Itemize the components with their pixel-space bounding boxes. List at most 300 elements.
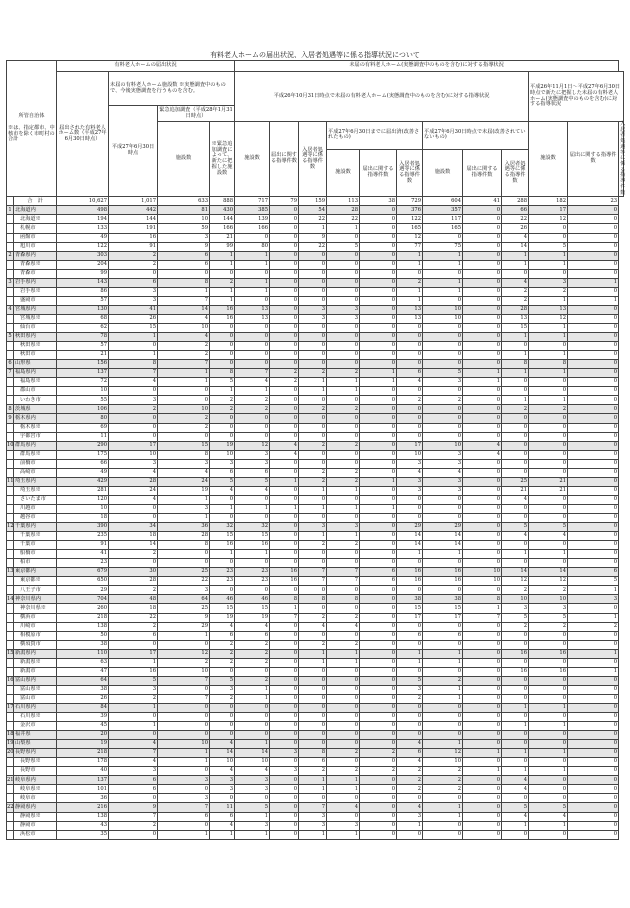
row-number xyxy=(7,233,14,242)
table-row xyxy=(7,242,624,251)
table-cell: 6 xyxy=(109,278,158,287)
table-cell: 2 xyxy=(397,278,423,287)
table-cell: 0 xyxy=(360,685,397,694)
table-row xyxy=(7,378,624,387)
table-cell: 0 xyxy=(568,459,619,468)
table-row xyxy=(7,387,624,396)
table-cell: 5 xyxy=(210,378,235,387)
table-cell: 1 xyxy=(299,504,327,513)
table-cell: 4 xyxy=(109,740,158,749)
header-imp-reg-guidance: 届出に関する指導件数 xyxy=(360,149,397,197)
table-cell: 5 xyxy=(502,523,529,532)
table-cell: 0 xyxy=(299,794,327,803)
table-cell: 0 xyxy=(360,450,397,459)
table-cell: 0 xyxy=(360,523,397,532)
table-cell: 0 xyxy=(327,731,360,740)
table-row xyxy=(7,333,624,342)
table-cell: 17 xyxy=(109,441,158,450)
row-number: 17 xyxy=(7,703,14,712)
table-cell: 0 xyxy=(529,387,568,396)
table-cell: 0 xyxy=(210,342,235,351)
table-cell: 1 xyxy=(423,251,463,260)
table-cell: 10 xyxy=(109,450,158,459)
table-cell: 0 xyxy=(327,550,360,559)
table-cell: 0 xyxy=(502,685,529,694)
table-cell: 0 xyxy=(463,360,502,369)
table-cell: 166 xyxy=(210,224,235,233)
table-cell: 3 xyxy=(235,450,270,459)
table-row xyxy=(7,486,624,495)
table-body xyxy=(7,197,624,839)
table-cell: 2 xyxy=(502,296,529,305)
table-cell: 0 xyxy=(529,432,568,441)
table-cell: 0 xyxy=(423,233,463,242)
table-cell: 0 xyxy=(463,640,502,649)
table-cell: 0 xyxy=(502,694,529,703)
table-row xyxy=(7,251,624,260)
table-cell: 2 xyxy=(397,785,423,794)
table-cell: 0 xyxy=(529,830,568,839)
row-number xyxy=(7,821,14,830)
table-row xyxy=(7,523,624,532)
table-cell: 0 xyxy=(568,758,619,767)
table-cell: 4 xyxy=(502,278,529,287)
table-cell: 9 xyxy=(158,613,210,622)
table-cell: 0 xyxy=(270,722,299,731)
table-cell: 0 xyxy=(109,423,158,432)
table-cell: 1 xyxy=(423,287,463,296)
table-row xyxy=(7,577,624,586)
table-row xyxy=(7,559,624,568)
table-cell: 1 xyxy=(158,749,210,758)
table-cell: 14 xyxy=(397,541,423,550)
table-cell: 3 xyxy=(109,767,158,776)
table-row xyxy=(7,830,624,839)
table-cell: 0 xyxy=(568,333,619,342)
table-cell: 0 xyxy=(397,342,423,351)
table-cell: 4 xyxy=(158,468,210,477)
table-cell: 2 xyxy=(327,441,360,450)
row-number: 3 xyxy=(7,278,14,287)
table-cell: 2 xyxy=(109,622,158,631)
table-cell: 281 xyxy=(57,486,109,495)
table-cell: 1 xyxy=(397,296,423,305)
table-cell: 5 xyxy=(568,577,619,586)
row-authority-name: 宇都宮市 xyxy=(14,432,57,441)
table-cell: 1 xyxy=(327,649,360,658)
table-row xyxy=(7,414,624,423)
table-cell: 0 xyxy=(210,667,235,676)
table-cell: 0 xyxy=(360,206,397,215)
table-cell: 4 xyxy=(502,785,529,794)
table-cell: 0 xyxy=(235,667,270,676)
table-cell: 16 xyxy=(397,577,423,586)
row-authority-name: 郡山市 xyxy=(14,387,57,396)
table-cell: 2 xyxy=(423,785,463,794)
table-cell: 0 xyxy=(270,495,299,504)
table-cell: 2 xyxy=(270,369,299,378)
table-cell: 79 xyxy=(270,197,299,206)
table-cell: 63 xyxy=(57,658,109,667)
table-cell: 10 xyxy=(463,568,502,577)
table-cell: 1 xyxy=(299,776,327,785)
table-cell: 2 xyxy=(109,821,158,830)
table-cell: 28 xyxy=(502,305,529,314)
table-cell: 5 xyxy=(235,477,270,486)
table-cell: 0 xyxy=(210,713,235,722)
row-number xyxy=(7,287,14,296)
table-cell: 18 xyxy=(109,532,158,541)
table-cell: 0 xyxy=(529,631,568,640)
table-cell: 717 xyxy=(235,197,270,206)
table-cell: 0 xyxy=(568,676,619,685)
table-cell: 0 xyxy=(327,604,360,613)
table-cell: 36 xyxy=(57,794,109,803)
table-cell: 43 xyxy=(57,821,109,830)
table-cell: 0 xyxy=(423,722,463,731)
table-cell: 0 xyxy=(529,342,568,351)
table-cell: 0 xyxy=(423,731,463,740)
table-cell: 1 xyxy=(360,477,397,486)
table-cell: 8 xyxy=(109,360,158,369)
table-cell: 1 xyxy=(109,703,158,712)
table-cell: 0 xyxy=(158,713,210,722)
table-cell: 2 xyxy=(327,541,360,550)
table-cell: 0 xyxy=(299,631,327,640)
table-cell: 0 xyxy=(158,432,210,441)
table-cell: 0 xyxy=(235,233,270,242)
table-cell: 0 xyxy=(109,387,158,396)
row-authority-name: 石川県内 xyxy=(14,703,57,712)
table-cell: 2 xyxy=(299,441,327,450)
table-cell: 0 xyxy=(423,414,463,423)
row-authority-name: 千葉県内 xyxy=(14,523,57,532)
table-cell: 21 xyxy=(57,351,109,360)
table-cell: 0 xyxy=(529,640,568,649)
table-cell: 1 xyxy=(327,532,360,541)
table-cell: 5 xyxy=(502,803,529,812)
table-cell: 1 xyxy=(210,260,235,269)
table-cell: 32 xyxy=(235,523,270,532)
table-cell: 0 xyxy=(463,351,502,360)
row-number: 2 xyxy=(7,251,14,260)
table-cell: 23 xyxy=(568,197,619,206)
table-row xyxy=(7,658,624,667)
table-cell: 0 xyxy=(463,269,502,278)
table-cell: 2 xyxy=(502,622,529,631)
table-cell: 26 xyxy=(502,224,529,233)
table-cell: 0 xyxy=(360,260,397,269)
row-authority-name: 合 計 xyxy=(14,197,57,206)
table-cell: 0 xyxy=(568,441,619,450)
table-cell: 0 xyxy=(299,324,327,333)
table-cell: 0 xyxy=(463,559,502,568)
table-cell: 139 xyxy=(235,215,270,224)
table-cell: 1 xyxy=(529,821,568,830)
table-cell: 3 xyxy=(529,604,568,613)
table-cell: 1 xyxy=(158,287,210,296)
table-row xyxy=(7,685,624,694)
table-cell: 1 xyxy=(568,586,619,595)
table-cell: 0 xyxy=(568,767,619,776)
table-cell: 0 xyxy=(397,667,423,676)
table-cell: 0 xyxy=(158,269,210,278)
table-cell: 2 xyxy=(299,369,327,378)
table-row xyxy=(7,287,624,296)
table-cell: 2 xyxy=(109,586,158,595)
table-cell: 3 xyxy=(235,785,270,794)
table-cell: 0 xyxy=(529,378,568,387)
table-cell: 0 xyxy=(327,459,360,468)
table-cell: 3 xyxy=(109,396,158,405)
table-cell: 0 xyxy=(568,722,619,731)
table-cell: 0 xyxy=(299,731,327,740)
table-cell: 4 xyxy=(235,486,270,495)
table-cell: 4 xyxy=(502,532,529,541)
table-cell: 18 xyxy=(57,513,109,522)
table-cell: 6 xyxy=(158,251,210,260)
table-cell: 2 xyxy=(235,396,270,405)
table-row xyxy=(7,622,624,631)
table-cell: 6 xyxy=(360,568,397,577)
table-row xyxy=(7,785,624,794)
row-authority-name: 新潟市 xyxy=(14,667,57,676)
table-cell: 0 xyxy=(568,504,619,513)
table-cell: 4 xyxy=(529,812,568,821)
table-cell: 3 xyxy=(397,459,423,468)
table-cell: 7 xyxy=(299,568,327,577)
table-cell: 0 xyxy=(158,640,210,649)
table-cell: 1 xyxy=(502,821,529,830)
table-cell: 1 xyxy=(299,224,327,233)
row-number: 6 xyxy=(7,360,14,369)
table-cell: 0 xyxy=(463,667,502,676)
table-cell: 17 xyxy=(109,649,158,658)
table-cell: 10 xyxy=(158,740,210,749)
table-row xyxy=(7,423,624,432)
table-cell: 15 xyxy=(235,604,270,613)
table-cell: 1 xyxy=(158,369,210,378)
row-authority-name: さいたま市 xyxy=(14,495,57,504)
table-cell: 12 xyxy=(529,577,568,586)
row-authority-name: 宮城県※ xyxy=(14,314,57,323)
table-cell: 0 xyxy=(360,333,397,342)
table-cell: 0 xyxy=(270,640,299,649)
table-cell: 0 xyxy=(568,432,619,441)
table-cell: 0 xyxy=(299,495,327,504)
table-cell: 113 xyxy=(327,197,360,206)
row-number xyxy=(7,640,14,649)
table-cell: 4 xyxy=(210,821,235,830)
table-cell: 0 xyxy=(270,360,299,369)
table-cell: 0 xyxy=(360,324,397,333)
table-row xyxy=(7,197,624,206)
table-cell: 7 xyxy=(109,812,158,821)
table-cell: 7 xyxy=(158,803,210,812)
table-cell: 3 xyxy=(158,504,210,513)
table-cell: 1 xyxy=(158,513,210,522)
row-number xyxy=(7,667,14,676)
row-authority-name: 茨城県 xyxy=(14,405,57,414)
row-number xyxy=(7,459,14,468)
table-cell: 0 xyxy=(502,423,529,432)
table-cell: 1 xyxy=(270,477,299,486)
table-cell: 0 xyxy=(360,269,397,278)
table-cell: 2 xyxy=(529,405,568,414)
table-cell: 0 xyxy=(529,504,568,513)
table-cell: 0 xyxy=(235,269,270,278)
table-cell: 1 xyxy=(327,378,360,387)
table-cell: 0 xyxy=(423,296,463,305)
table-cell: 0 xyxy=(502,640,529,649)
table-cell: 23 xyxy=(210,577,235,586)
table-cell: 0 xyxy=(397,495,423,504)
row-authority-name: 新潟県内 xyxy=(14,649,57,658)
table-cell: 6 xyxy=(360,577,397,586)
table-cell: 38 xyxy=(423,595,463,604)
table-row xyxy=(7,314,624,323)
table-cell: 0 xyxy=(270,305,299,314)
table-cell: 16 xyxy=(502,667,529,676)
header-unregistered-group: 未届の有料老人ホーム施設数 ※実態調査中のもので、今後実態調査を行うものを含む。 xyxy=(109,72,235,106)
table-cell: 0 xyxy=(360,532,397,541)
table-row xyxy=(7,649,624,658)
table-cell: 1 xyxy=(502,351,529,360)
table-cell: 0 xyxy=(360,821,397,830)
table-row xyxy=(7,586,624,595)
table-cell: 1 xyxy=(235,694,270,703)
table-cell: 0 xyxy=(423,667,463,676)
table-cell: 1 xyxy=(423,685,463,694)
table-cell: 0 xyxy=(568,233,619,242)
row-authority-name: 富山市 xyxy=(14,694,57,703)
table-cell: 35 xyxy=(57,830,109,839)
table-cell: 4 xyxy=(463,450,502,459)
table-cell: 0 xyxy=(568,342,619,351)
table-cell: 0 xyxy=(463,803,502,812)
table-cell: 3 xyxy=(299,812,327,821)
table-cell: 376 xyxy=(397,206,423,215)
table-cell: 0 xyxy=(568,803,619,812)
table-cell: 0 xyxy=(299,550,327,559)
table-cell: 11 xyxy=(57,432,109,441)
table-cell: 10 xyxy=(57,387,109,396)
table-cell: 385 xyxy=(235,206,270,215)
table-cell: 0 xyxy=(423,324,463,333)
table-cell: 0 xyxy=(463,206,502,215)
table-cell: 0 xyxy=(235,423,270,432)
table-cell: 0 xyxy=(235,722,270,731)
table-cell: 13 xyxy=(529,305,568,314)
table-row xyxy=(7,758,624,767)
table-cell: 182 xyxy=(529,197,568,206)
table-cell: 2 xyxy=(397,396,423,405)
table-cell: 0 xyxy=(423,351,463,360)
table-cell: 7 xyxy=(299,803,327,812)
row-number xyxy=(7,486,14,495)
table-cell: 0 xyxy=(529,559,568,568)
table-cell: 0 xyxy=(463,722,502,731)
table-cell: 357 xyxy=(423,206,463,215)
table-cell: 1 xyxy=(463,604,502,613)
table-cell: 4 xyxy=(502,776,529,785)
table-cell: 2 xyxy=(327,468,360,477)
table-cell: 2 xyxy=(568,622,619,631)
table-cell: 3 xyxy=(158,233,210,242)
table-cell: 6 xyxy=(397,631,423,640)
table-cell: 0 xyxy=(327,333,360,342)
row-number: 1 xyxy=(7,206,14,215)
table-cell: 0 xyxy=(397,423,423,432)
table-cell: 1 xyxy=(397,287,423,296)
table-cell: 429 xyxy=(57,477,109,486)
table-cell: 9 xyxy=(109,803,158,812)
table-cell: 38 xyxy=(57,685,109,694)
table-cell: 1 xyxy=(529,722,568,731)
table-cell: 68 xyxy=(57,314,109,323)
table-cell: 0 xyxy=(423,387,463,396)
row-authority-name: 柏市 xyxy=(14,559,57,568)
table-cell: 144 xyxy=(109,215,158,224)
header-h28-facilities: 施設数 xyxy=(158,122,210,197)
row-authority-name: 岩手県※ xyxy=(14,287,57,296)
table-cell: 0 xyxy=(360,785,397,794)
table-cell: 1 xyxy=(568,649,619,658)
row-authority-name: 川崎市 xyxy=(14,622,57,631)
row-authority-name: 長野県※ xyxy=(14,758,57,767)
table-cell: 0 xyxy=(463,776,502,785)
table-cell: 1 xyxy=(299,532,327,541)
table-cell: 1 xyxy=(235,830,270,839)
table-cell: 235 xyxy=(57,532,109,541)
table-cell: 204 xyxy=(57,260,109,269)
row-number xyxy=(7,532,14,541)
table-cell: 16 xyxy=(529,649,568,658)
table-cell: 0 xyxy=(270,658,299,667)
table-cell: 0 xyxy=(502,468,529,477)
table-cell: 19 xyxy=(210,613,235,622)
table-cell: 0 xyxy=(360,342,397,351)
table-cell: 3 xyxy=(423,378,463,387)
row-authority-name: 静岡県内 xyxy=(14,803,57,812)
table-cell: 0 xyxy=(360,550,397,559)
table-cell: 1 xyxy=(397,251,423,260)
row-authority-name: 岐阜県※ xyxy=(14,785,57,794)
table-row xyxy=(7,278,624,287)
table-cell: 0 xyxy=(235,351,270,360)
row-number: 15 xyxy=(7,649,14,658)
table-cell: 390 xyxy=(57,523,109,532)
table-cell: 7 xyxy=(270,613,299,622)
table-cell: 2 xyxy=(235,658,270,667)
table-cell: 5 xyxy=(327,242,360,251)
table-cell: 46 xyxy=(210,595,235,604)
row-number xyxy=(7,314,14,323)
table-cell: 6 xyxy=(397,749,423,758)
table-cell: 2 xyxy=(210,694,235,703)
table-cell: 0 xyxy=(502,658,529,667)
table-cell: 0 xyxy=(270,803,299,812)
table-cell: 0 xyxy=(327,495,360,504)
table-cell: 0 xyxy=(327,667,360,676)
table-cell: 3 xyxy=(109,459,158,468)
table-cell: 2 xyxy=(299,405,327,414)
row-number: 22 xyxy=(7,803,14,812)
row-authority-name: 東京都内 xyxy=(14,568,57,577)
table-cell: 0 xyxy=(270,541,299,550)
row-number xyxy=(7,324,14,333)
row-authority-name: 川越市 xyxy=(14,504,57,513)
